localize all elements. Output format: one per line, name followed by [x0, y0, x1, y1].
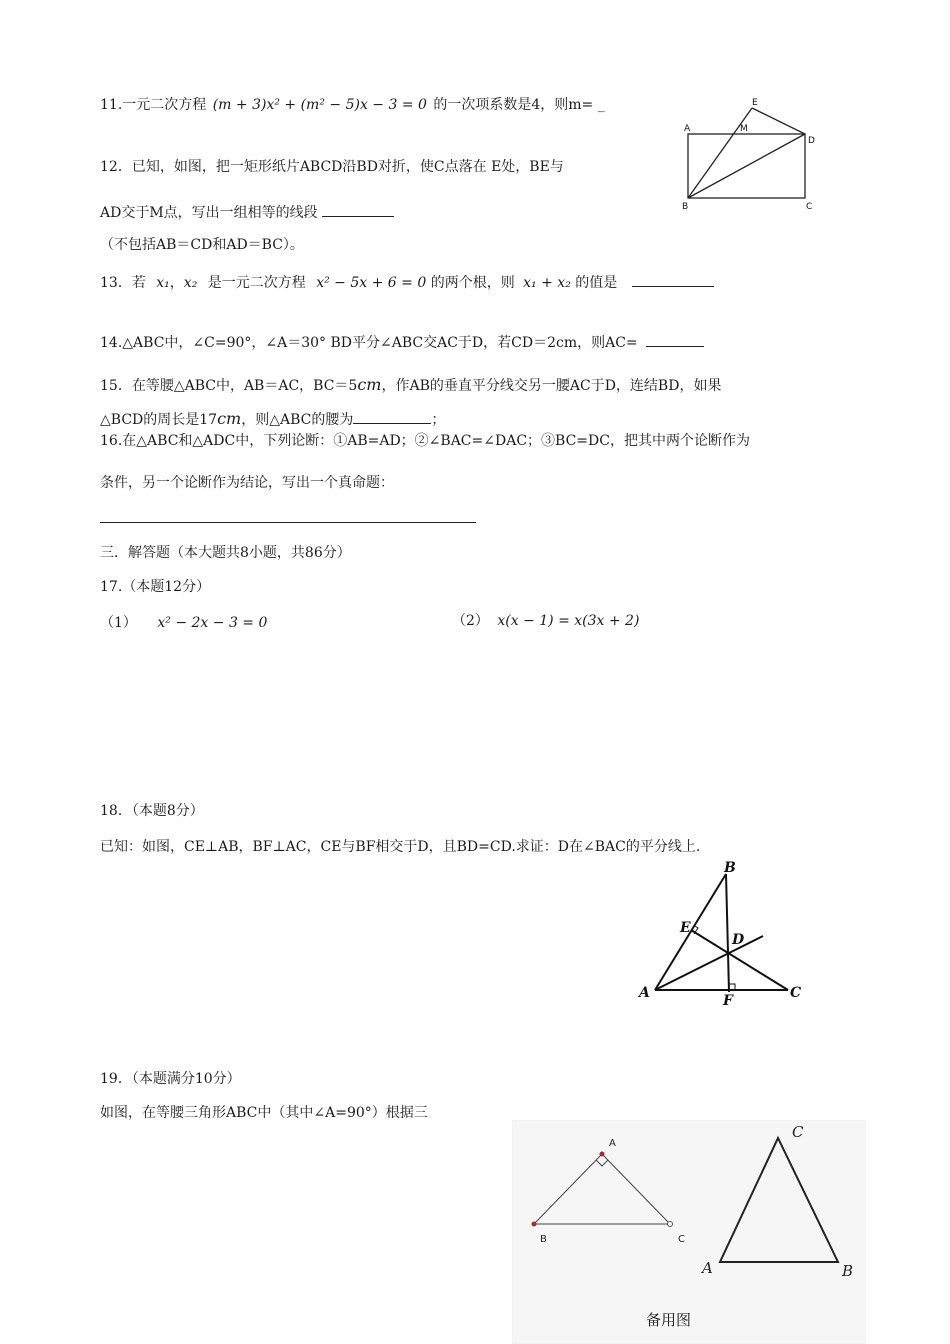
q12-line1: 12．已知，如图，把一矩形纸片ABCD沿BD对折，使C点落在 E处，BE与: [100, 159, 564, 175]
q13-prefix: 13．若: [100, 275, 146, 291]
q16-answer-line[interactable]: [100, 522, 476, 523]
q13-x1: x₁: [156, 275, 170, 291]
label-c: C: [806, 202, 813, 212]
q11-line: [100, 96, 605, 114]
q12-line2-text: AD交于M点，写出一组相等的线段: [100, 205, 318, 221]
q18-text: 已知：如图，CE⊥AB，BF⊥AC，CE与BF相交于D，且BD=CD.求证：D在∠BAC的平分线上.: [100, 839, 701, 855]
label-d: D: [732, 932, 745, 948]
q12-answer-blank[interactable]: [322, 202, 394, 217]
segment-be: [688, 108, 752, 198]
q13-suffix: 的值是: [575, 275, 618, 291]
q18-title: 18．（本题8分）: [100, 803, 204, 819]
q13-x2: x₂: [183, 275, 198, 291]
label-f: F: [723, 993, 733, 1009]
q15-line1b: ，作AB的垂直平分线交另一腰AC于D，连结BD，如果: [381, 378, 722, 394]
label-b: B: [540, 1234, 547, 1245]
q15-line2: [100, 409, 445, 429]
q13-mid2: 的两个根，则: [430, 275, 515, 291]
q17-p2-label: （2）: [452, 613, 489, 629]
label-c: C: [678, 1234, 685, 1245]
label-b: B: [842, 1262, 854, 1280]
q13-equation: x² − 5x + 6 = 0: [316, 275, 427, 291]
backup-figure-caption: 备用图: [646, 1311, 692, 1329]
q15-line2b: ，则△ABC的腰为: [241, 412, 354, 428]
label-a: A: [684, 124, 691, 134]
q17-part2: [452, 612, 639, 630]
q17-p1-label: （1）: [100, 615, 137, 631]
q16-line1: 16.在△ABC和△ADC中，下列论断：①AB=AD；②∠BAC=∠DAC；③BC=DC，把其中两个论断作为: [100, 433, 750, 449]
q19-text: 如图，在等腰三角形ABC中（其中∠A=90°）根据三: [100, 1105, 428, 1121]
label-a: A: [702, 1259, 713, 1277]
q11-answer-blank[interactable]: _: [597, 97, 605, 113]
q11-prefix: 11.一元二次方程: [100, 97, 207, 113]
segment-bd: [688, 134, 805, 198]
point-a: [600, 1152, 605, 1157]
q14-line: [100, 332, 704, 352]
label-e: E: [752, 98, 758, 108]
q12-line2: [100, 202, 394, 222]
q15-line2a: △BCD的周长是17: [100, 412, 218, 428]
q13-comma: ，: [169, 275, 184, 291]
q11-equation: (m + 3)x² + (m² − 5)x − 3 = 0: [212, 97, 427, 113]
q17-p1-equation: x² − 2x − 3 = 0: [157, 615, 268, 631]
q15-unit-2: cm: [217, 409, 242, 428]
q19-title: 19．（本题满分10分）: [100, 1071, 241, 1087]
q16-line2: 条件，另一个论断作为结论，写出一个真命题：: [100, 475, 394, 491]
q17-p2-equation: x(x − 1) = x(3x + 2): [497, 613, 640, 629]
q12-line3: （不包括AB＝CD和AD＝BC）。: [100, 237, 304, 253]
q13-line: [100, 272, 714, 292]
q15-unit: cm: [357, 375, 382, 394]
section3-title: 三．解答题（本大题共8小题，共86分）: [100, 545, 351, 561]
label-c: C: [792, 1123, 804, 1141]
segment-ed: [752, 108, 805, 134]
q15-line1: [100, 376, 721, 395]
q13-expr: x₁ + x₂: [523, 275, 571, 291]
label-a: A: [639, 985, 650, 1001]
q14-text: 14.△ABC中，∠C=90°，∠A＝30° BD平分∠ABC交AC于D，若CD＝2cm，则AC=: [100, 335, 638, 351]
label-b: B: [724, 860, 736, 876]
q13-answer-blank[interactable]: [632, 272, 714, 287]
label-m: M: [740, 124, 748, 134]
q11-suffix: 的一次项系数是4，则m=: [433, 97, 594, 113]
label-d: D: [808, 136, 815, 146]
label-c: C: [790, 985, 802, 1001]
q13-mid: 是一元二次方程: [207, 275, 306, 291]
q18-figure: [630, 852, 810, 1012]
point-c: [668, 1222, 673, 1227]
q14-answer-blank[interactable]: [646, 332, 704, 347]
point-b: [532, 1222, 537, 1227]
label-a: A: [609, 1138, 616, 1149]
label-e: E: [680, 920, 691, 936]
q15-answer-blank[interactable]: [353, 409, 431, 424]
q15-line2c: ；: [431, 412, 446, 428]
q12-figure: [678, 96, 818, 216]
q19-figure-panel: [512, 1120, 866, 1344]
q17-part1: [100, 614, 267, 632]
segment-bf: [726, 874, 729, 992]
q15-line1a: 15．在等腰△ABC中，AB＝AC，BC＝5: [100, 378, 358, 394]
q17-title: 17.（本题12分）: [100, 579, 211, 595]
label-b: B: [682, 202, 689, 212]
